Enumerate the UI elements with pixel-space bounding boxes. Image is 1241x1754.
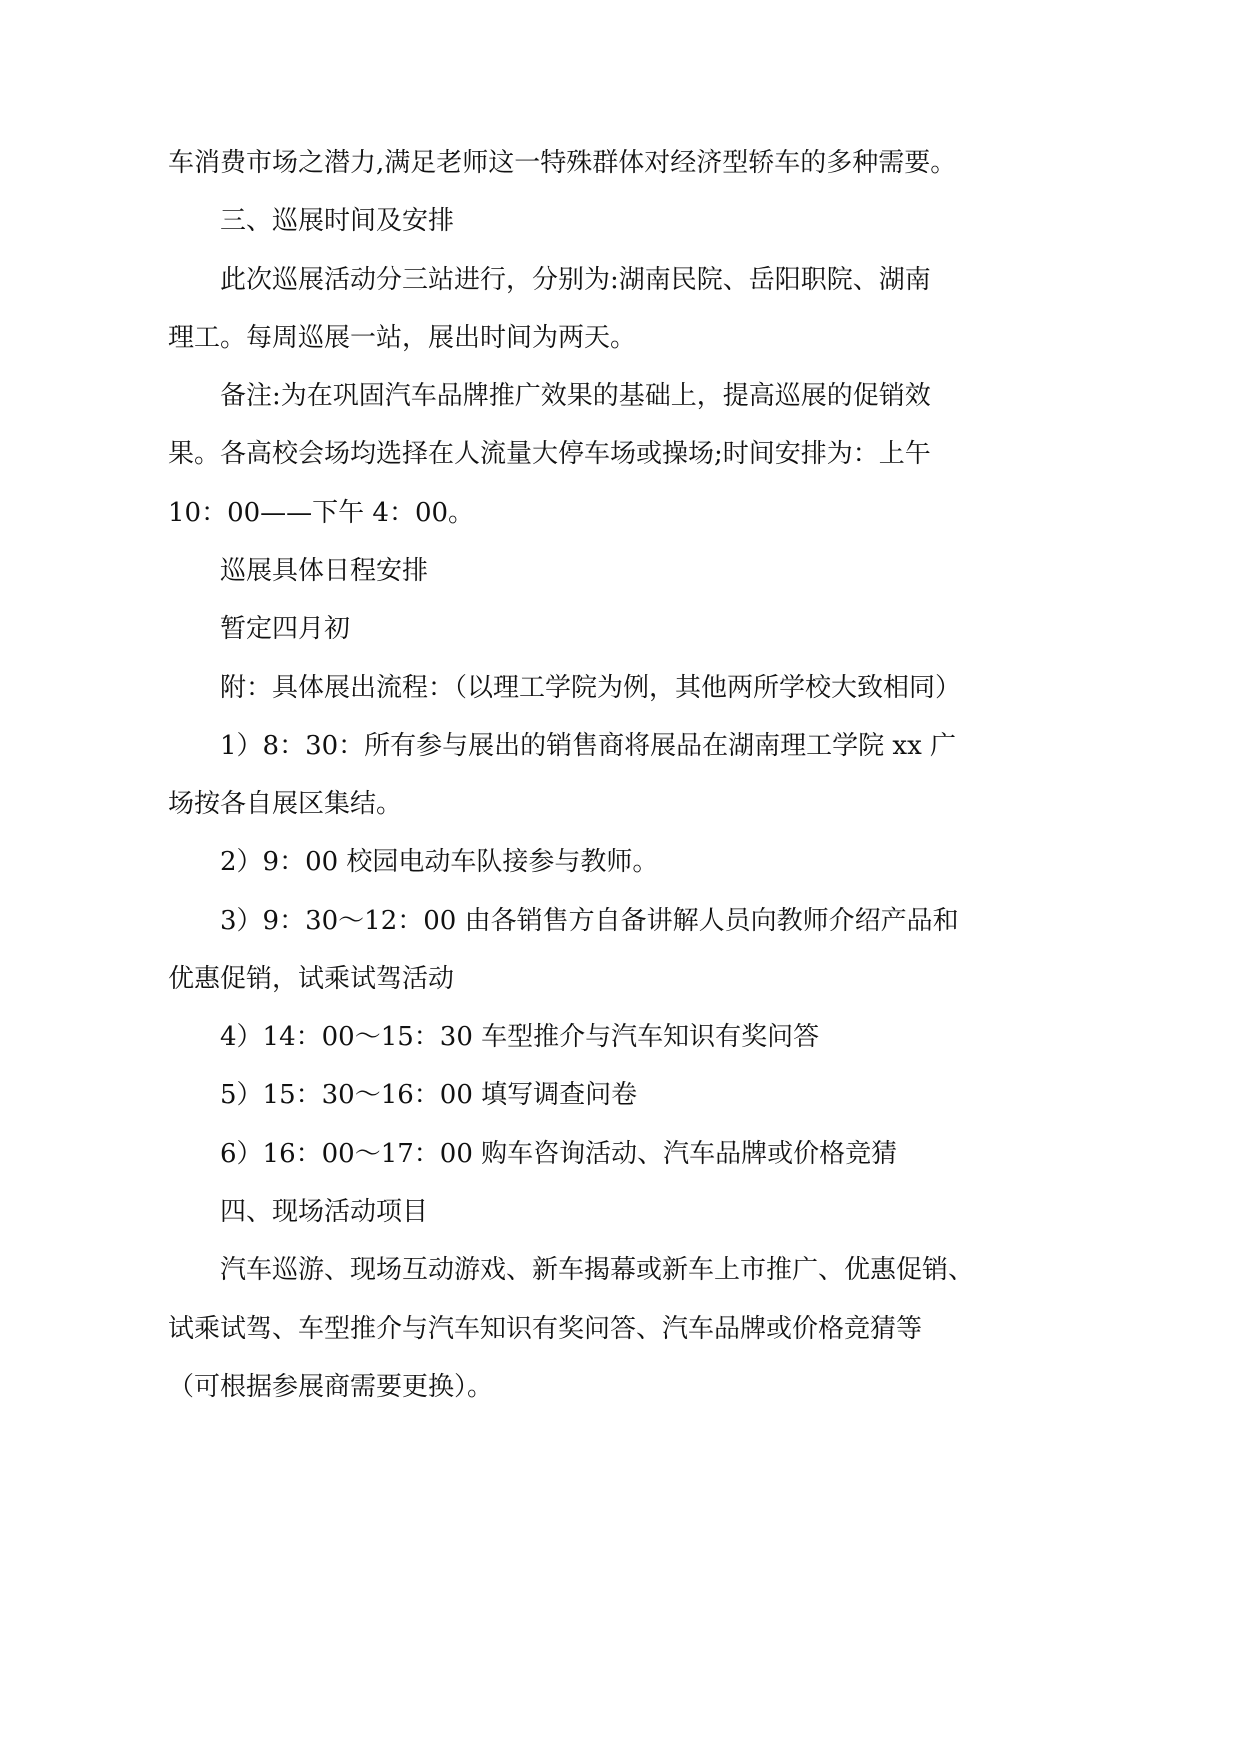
body-text-line: 试乘试驾、车型推介与汽车知识有奖问答、汽车品牌或价格竞猜等 [168,1314,923,1344]
body-text-line: （可根据参展商需要更换）。 [168,1372,494,1402]
schedule-item: 4）14：00～15：30 车型推介与汽车知识有奖问答 [220,1022,820,1052]
subheading: 巡展具体日程安排 [220,556,429,586]
section-heading: 三、巡展时间及安排 [220,206,455,236]
body-text-line: 暂定四月初 [220,614,351,644]
schedule-item: 2）9：00 校园电动车队接参与教师。 [220,847,659,877]
body-text-line: 附：具体展出流程：（以理工学院为例，其他两所学校大致相同） [220,673,962,703]
body-text-line: 理工。每周巡展一站，展出时间为两天。 [168,323,637,353]
schedule-item: 3）9：30～12：00 由各销售方自备讲解人员向教师介绍产品和 [220,906,959,936]
body-text-line: 场按各自展区集结。 [168,789,403,819]
schedule-item: 6）16：00～17：00 购车咨询活动、汽车品牌或价格竞猜 [220,1139,898,1169]
body-text-line: 果。各高校会场均选择在人流量大停车场或操场;时间安排为：上午 [168,439,931,469]
body-text-line: 此次巡展活动分三站进行，分别为:湖南民院、岳阳职院、湖南 [220,265,931,295]
body-text-line: 10：00——下午 4：00。 [168,498,475,528]
schedule-item: 5）15：30～16：00 填写调查问卷 [220,1080,638,1110]
body-text-line: 汽车巡游、现场互动游戏、新车揭幕或新车上市推广、优惠促销、 [220,1255,975,1285]
schedule-item: 1）8：30：所有参与展出的销售商将展品在湖南理工学院 xx 广 [220,731,957,761]
body-text-line: 备注:为在巩固汽车品牌推广效果的基础上，提高巡展的促销效 [220,381,931,411]
section-heading: 四、现场活动项目 [220,1197,429,1227]
body-text-line: 优惠促销，试乘试驾活动 [168,964,455,994]
body-text-line: 车消费市场之潜力,满足老师这一特殊群体对经济型轿车的多种需要。 [168,148,957,178]
